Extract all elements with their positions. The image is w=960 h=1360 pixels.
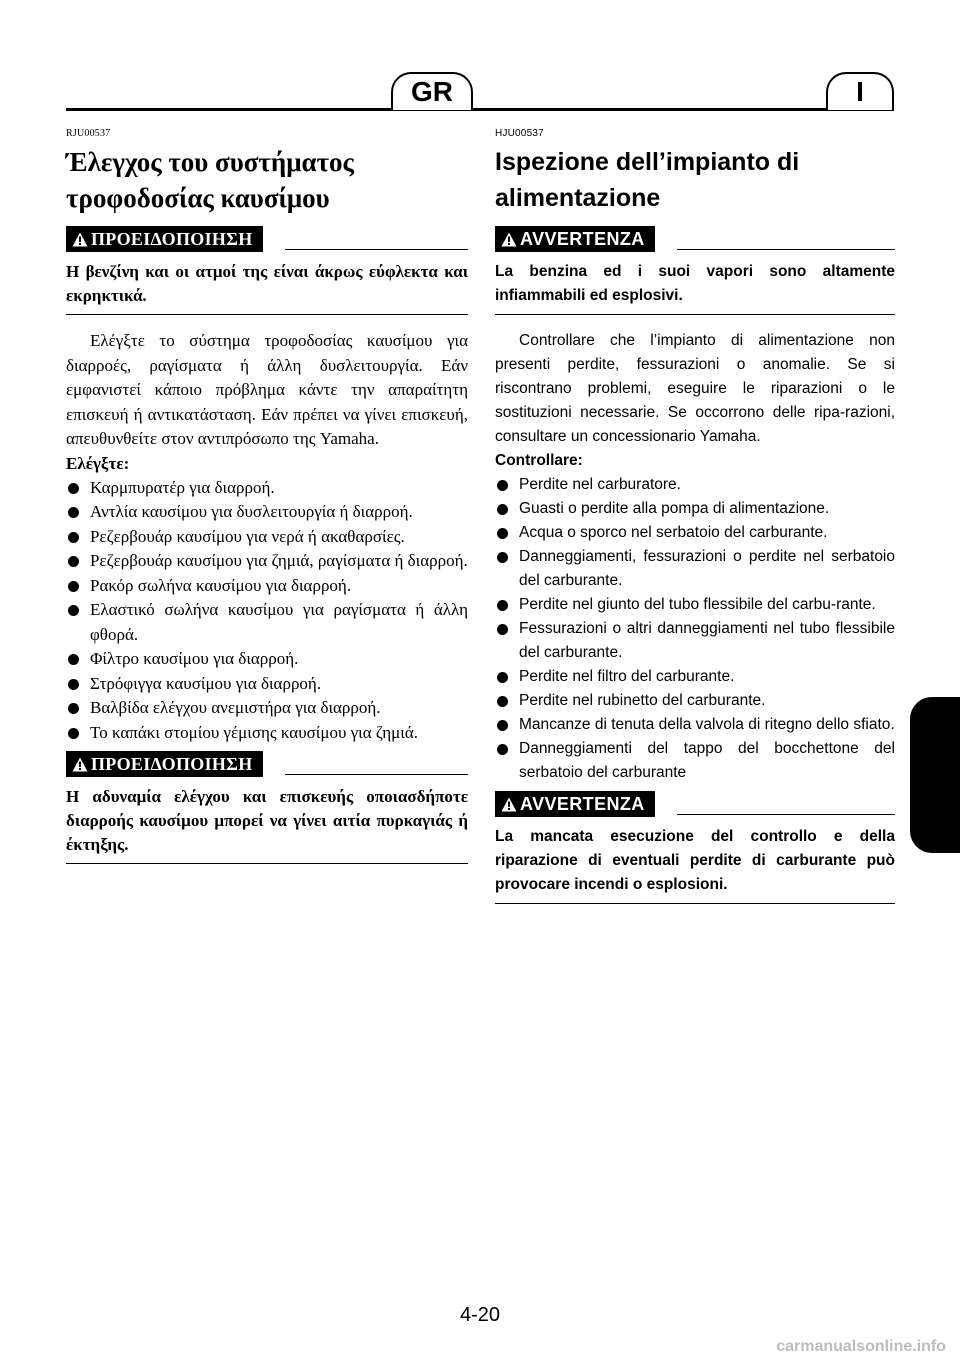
bullet-icon <box>68 703 79 714</box>
language-badge-i: I <box>826 72 894 110</box>
warning-rule <box>495 314 895 315</box>
warning-text: La benzina ed i suoi vapori sono altamente infiammabili ed esplosivi. <box>495 263 895 304</box>
check-label: Ελέγξτε: <box>66 453 130 473</box>
section-code: RJU00537 <box>66 128 111 139</box>
warning-text: Η αδυναμία ελέγχου και επισκευής οποιασδήποτε διαρροής καυσίμου μπορεί να γίνει αιτία πυρκαγιάς ή έκτηξης. <box>66 787 468 854</box>
bullet-icon <box>497 504 508 515</box>
warning-rule <box>66 314 468 315</box>
language-badge-gr: GR <box>391 72 473 110</box>
list-item: Perdite nel carburatore. <box>495 473 895 497</box>
list-item: Ρακόρ σωλήνα καυσίμου για διαρροή. <box>66 574 468 599</box>
list-item: Mancanze di tenuta della valvola di ritegno dello sfiato. <box>495 713 895 737</box>
list-item: Perdite nel filtro del carburante. <box>495 665 895 689</box>
list-item: Fessurazioni o altri danneggiamenti nel tubo flessibile del carburante. <box>495 617 895 665</box>
list-item: Ρεζερβουάρ καυσίμου για νερά ή ακαθαρσίες. <box>66 525 468 550</box>
warning-label <box>66 751 263 777</box>
warning-triangle-icon <box>72 757 88 772</box>
list-item: Φίλτρο καυσίμου για διαρροή. <box>66 647 468 672</box>
list-item: Ελαστικό σωλήνα καυσίμου για ραγίσματα ή άλλη φθορά. <box>66 598 468 647</box>
watermark: carmanualsonline.info <box>776 1338 946 1355</box>
bullet-icon <box>68 556 79 567</box>
list-item: Στρόφιγγα καυσίμου για διαρροή. <box>66 672 468 697</box>
warning-triangle-icon <box>501 797 517 812</box>
list-item: Danneggiamenti, fessurazioni o perdite nel serbatoio del carburante. <box>495 545 895 593</box>
warning-label <box>495 791 655 817</box>
bullet-icon <box>68 483 79 494</box>
section-title: Έλεγχος του συστήματος τροφοδοσίας καυσίμου <box>66 147 354 213</box>
bullet-icon <box>497 552 508 563</box>
list-item: Acqua o sporco nel serbatoio del carburante. <box>495 521 895 545</box>
chapter-side-tab <box>910 697 960 853</box>
list-item: Danneggiamenti del tappo del bocchettone del serbatoio del carburante <box>495 737 895 785</box>
bullet-icon <box>68 605 79 616</box>
check-list <box>495 473 895 785</box>
warning-label <box>66 226 263 252</box>
warning-label-text: ΠΡΟΕΙΔΟΠΟΙΗΣΗ <box>91 228 253 249</box>
warning-triangle-icon <box>72 232 88 247</box>
bullet-icon <box>68 581 79 592</box>
italian-column <box>495 128 895 904</box>
body-paragraph: Controllare che l’impianto di alimentazione non presenti perdite, fessurazioni o anomalie. Se si riscontrano problemi, eseguire le riparazioni o le sostituzioni necessarie. Se occorrono delle ripa-razioni, consultare un concessionario Yamaha. <box>495 332 895 445</box>
bullet-icon <box>497 528 508 539</box>
warning-label-text: ΠΡΟΕΙΔΟΠΟΙΗΣΗ <box>91 753 253 774</box>
bullet-icon <box>497 720 508 731</box>
bullet-icon <box>68 728 79 739</box>
bullet-icon <box>497 672 508 683</box>
list-item: Βαλβίδα ελέγχου ανεμιστήρα για διαρροή. <box>66 696 468 721</box>
list-item: Perdite nel rubinetto del carburante. <box>495 689 895 713</box>
bullet-icon <box>68 507 79 518</box>
bullet-icon <box>497 624 508 635</box>
bullet-icon <box>497 600 508 611</box>
warning-header <box>495 226 895 252</box>
warning-triangle-icon <box>501 232 517 247</box>
list-item: Το καπάκι στομίου γέμισης καυσίμου για ζημιά. <box>66 721 468 746</box>
body-paragraph: Ελέγξτε το σύστημα τροφοδοσίας καυσίμου για διαρροές, ραγίσματα ή άλλη δυσλειτουργία. Εάν εμφανιστεί κάποιο πρόβλημα κάντε την απαραίτητη επισκευή ή αντικατάσταση. Εάν πρέπει να γίνει επισκευή, απευθυνθείτε στον αντιπρόσωπο της Yamaha. <box>66 331 468 448</box>
warning-header <box>66 226 468 252</box>
warning-header <box>66 751 468 777</box>
list-item: Αντλία καυσίμου για δυσλειτουργία ή διαρροή. <box>66 500 468 525</box>
bullet-icon <box>497 696 508 707</box>
section-title: Ispezione dell’impianto di alimentazione <box>495 148 800 212</box>
list-item: Perdite nel giunto del tubo flessibile del carbu-rante. <box>495 593 895 617</box>
section-code: HJU00537 <box>495 128 544 139</box>
warning-rule <box>495 903 895 904</box>
warning-text: La mancata esecuzione del controllo e della riparazione di eventuali perdite di carburante può provocare incendi o esplosioni. <box>495 828 895 893</box>
list-item: Καρμπυρατέρ για διαρροή. <box>66 476 468 501</box>
bullet-icon <box>497 480 508 491</box>
warning-label <box>495 226 655 252</box>
warning-header <box>495 791 895 817</box>
list-item: Ρεζερβουάρ καυσίμου για ζημιά, ραγίσματα ή διαρροή. <box>66 549 468 574</box>
greek-column <box>66 128 468 864</box>
list-item: Guasti o perdite alla pompa di alimentazione. <box>495 497 895 521</box>
bullet-icon <box>68 532 79 543</box>
check-label: Controllare: <box>495 452 583 469</box>
warning-text: Η βενζίνη και οι ατμοί της είναι άκρως εύφλεκτα και εκρηκτικά. <box>66 262 468 305</box>
warning-label-text: AVVERTENZA <box>520 228 645 249</box>
bullet-icon <box>68 679 79 690</box>
check-list <box>66 476 468 746</box>
warning-rule <box>66 863 468 864</box>
bullet-icon <box>68 654 79 665</box>
bullet-icon <box>497 744 508 755</box>
header-rule <box>66 108 894 111</box>
page-number: 4-20 <box>459 1304 501 1326</box>
warning-label-text: AVVERTENZA <box>520 793 645 814</box>
